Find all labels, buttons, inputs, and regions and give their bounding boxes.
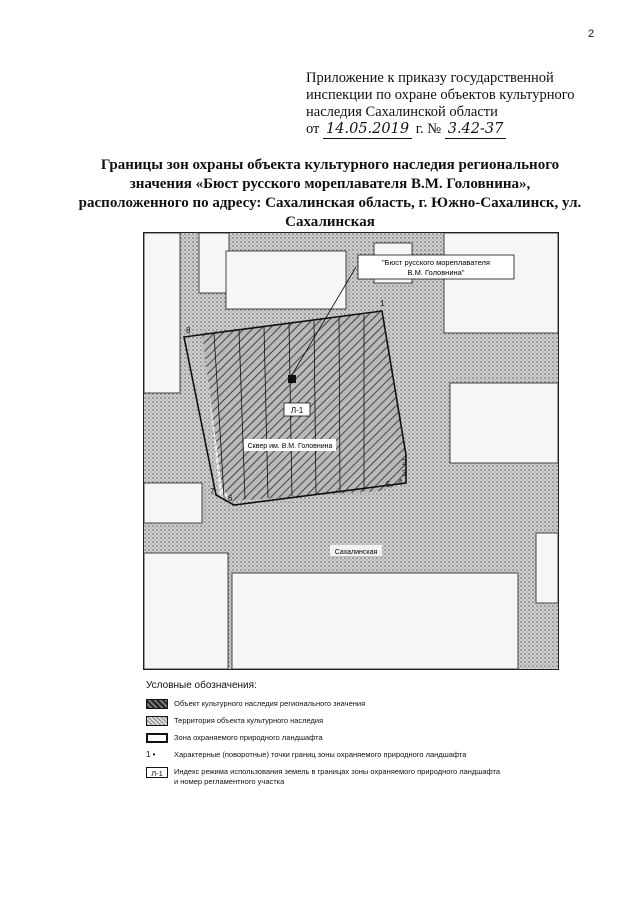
legend-index (146, 767, 566, 787)
building-n (199, 233, 229, 293)
appendix-line-1: Приложение к приказу государственной (306, 70, 554, 86)
building-w (144, 483, 202, 523)
square-label: Сквер им. В.М. Головнина (247, 443, 333, 450)
title-line-1: Границы зон охраны объекта культурного наследия регионального (100, 157, 560, 173)
appendix-line-3: наследия Сахалинской области (306, 104, 498, 120)
legend-index-line-2: и номер регламентного участка (174, 777, 285, 786)
building-nw (144, 233, 180, 393)
street-label: Сахалинская (334, 549, 378, 556)
boundary-point-2: 2 (402, 458, 407, 467)
building-s (232, 573, 518, 669)
legend-zone-label: Зона охраняемого природного ландшафта (174, 733, 323, 742)
map-legend (146, 680, 566, 794)
zone-swatch (146, 733, 168, 743)
index-symbol: Л-1 (146, 767, 168, 778)
boundary-point-3: 3 (402, 469, 407, 478)
legend-object-label: Объект культурного наследия регионального значения (174, 699, 366, 708)
appendix-header (306, 70, 598, 139)
legend-territory (146, 716, 566, 726)
boundary-point-5: 5 (386, 480, 391, 489)
order-number: 3.42-37 (445, 121, 507, 139)
legend-title: Условные обозначения: (146, 680, 257, 691)
map-svg (144, 233, 558, 669)
title-line-4: Сахалинская (285, 214, 375, 230)
order-date: 14.05.2019 (323, 121, 412, 139)
object-callout-line-1: "Бюст русского мореплавателя (382, 258, 490, 267)
boundary-point-1: 1 (380, 299, 385, 308)
zone-map (143, 232, 559, 670)
boundary-point-7: 7 (210, 487, 215, 496)
boundary-point-6: 6 (228, 494, 233, 503)
year-suffix: г. № (415, 121, 442, 137)
building-ne (444, 233, 558, 333)
point-symbol: 1 • (146, 750, 156, 759)
title-line-3: расположенного по адресу: Сахалинская область, г. Южно-Сахалинск, ул. (78, 195, 582, 211)
building-se (536, 533, 558, 603)
legend-object (146, 699, 566, 709)
legend-index-text (174, 767, 500, 787)
legend-points-label: Характерные (поворотные) точки границ зоны охраняемого природного ландшафта (174, 750, 467, 759)
monument-marker (288, 375, 296, 383)
date-prefix: от (306, 121, 320, 137)
legend-zone (146, 733, 566, 743)
legend-territory-label: Территория объекта культурного наследия (174, 716, 324, 725)
building-north-block (226, 251, 346, 309)
boundary-point-4: 4 (398, 478, 403, 487)
appendix-line-2: инспекции по охране объектов культурного (306, 87, 575, 103)
page-number: 2 (588, 28, 595, 40)
document-title (60, 156, 600, 232)
boundary-point-8: 8 (186, 326, 191, 335)
territory-swatch (146, 716, 168, 726)
object-swatch (146, 699, 168, 709)
zone-index-label: Л-1 (290, 406, 304, 415)
appendix-date-line (306, 121, 598, 139)
building-sw (144, 553, 228, 669)
building-e (450, 383, 558, 463)
title-line-2: значения «Бюст русского мореплавателя В.М. Головнина», (129, 176, 531, 192)
object-callout-line-2: В.М. Головнина" (407, 268, 465, 277)
legend-points (146, 750, 566, 760)
legend-index-line-1: Индекс режима использования земель в границах зоны охраняемого природного ландшафта (174, 767, 501, 776)
